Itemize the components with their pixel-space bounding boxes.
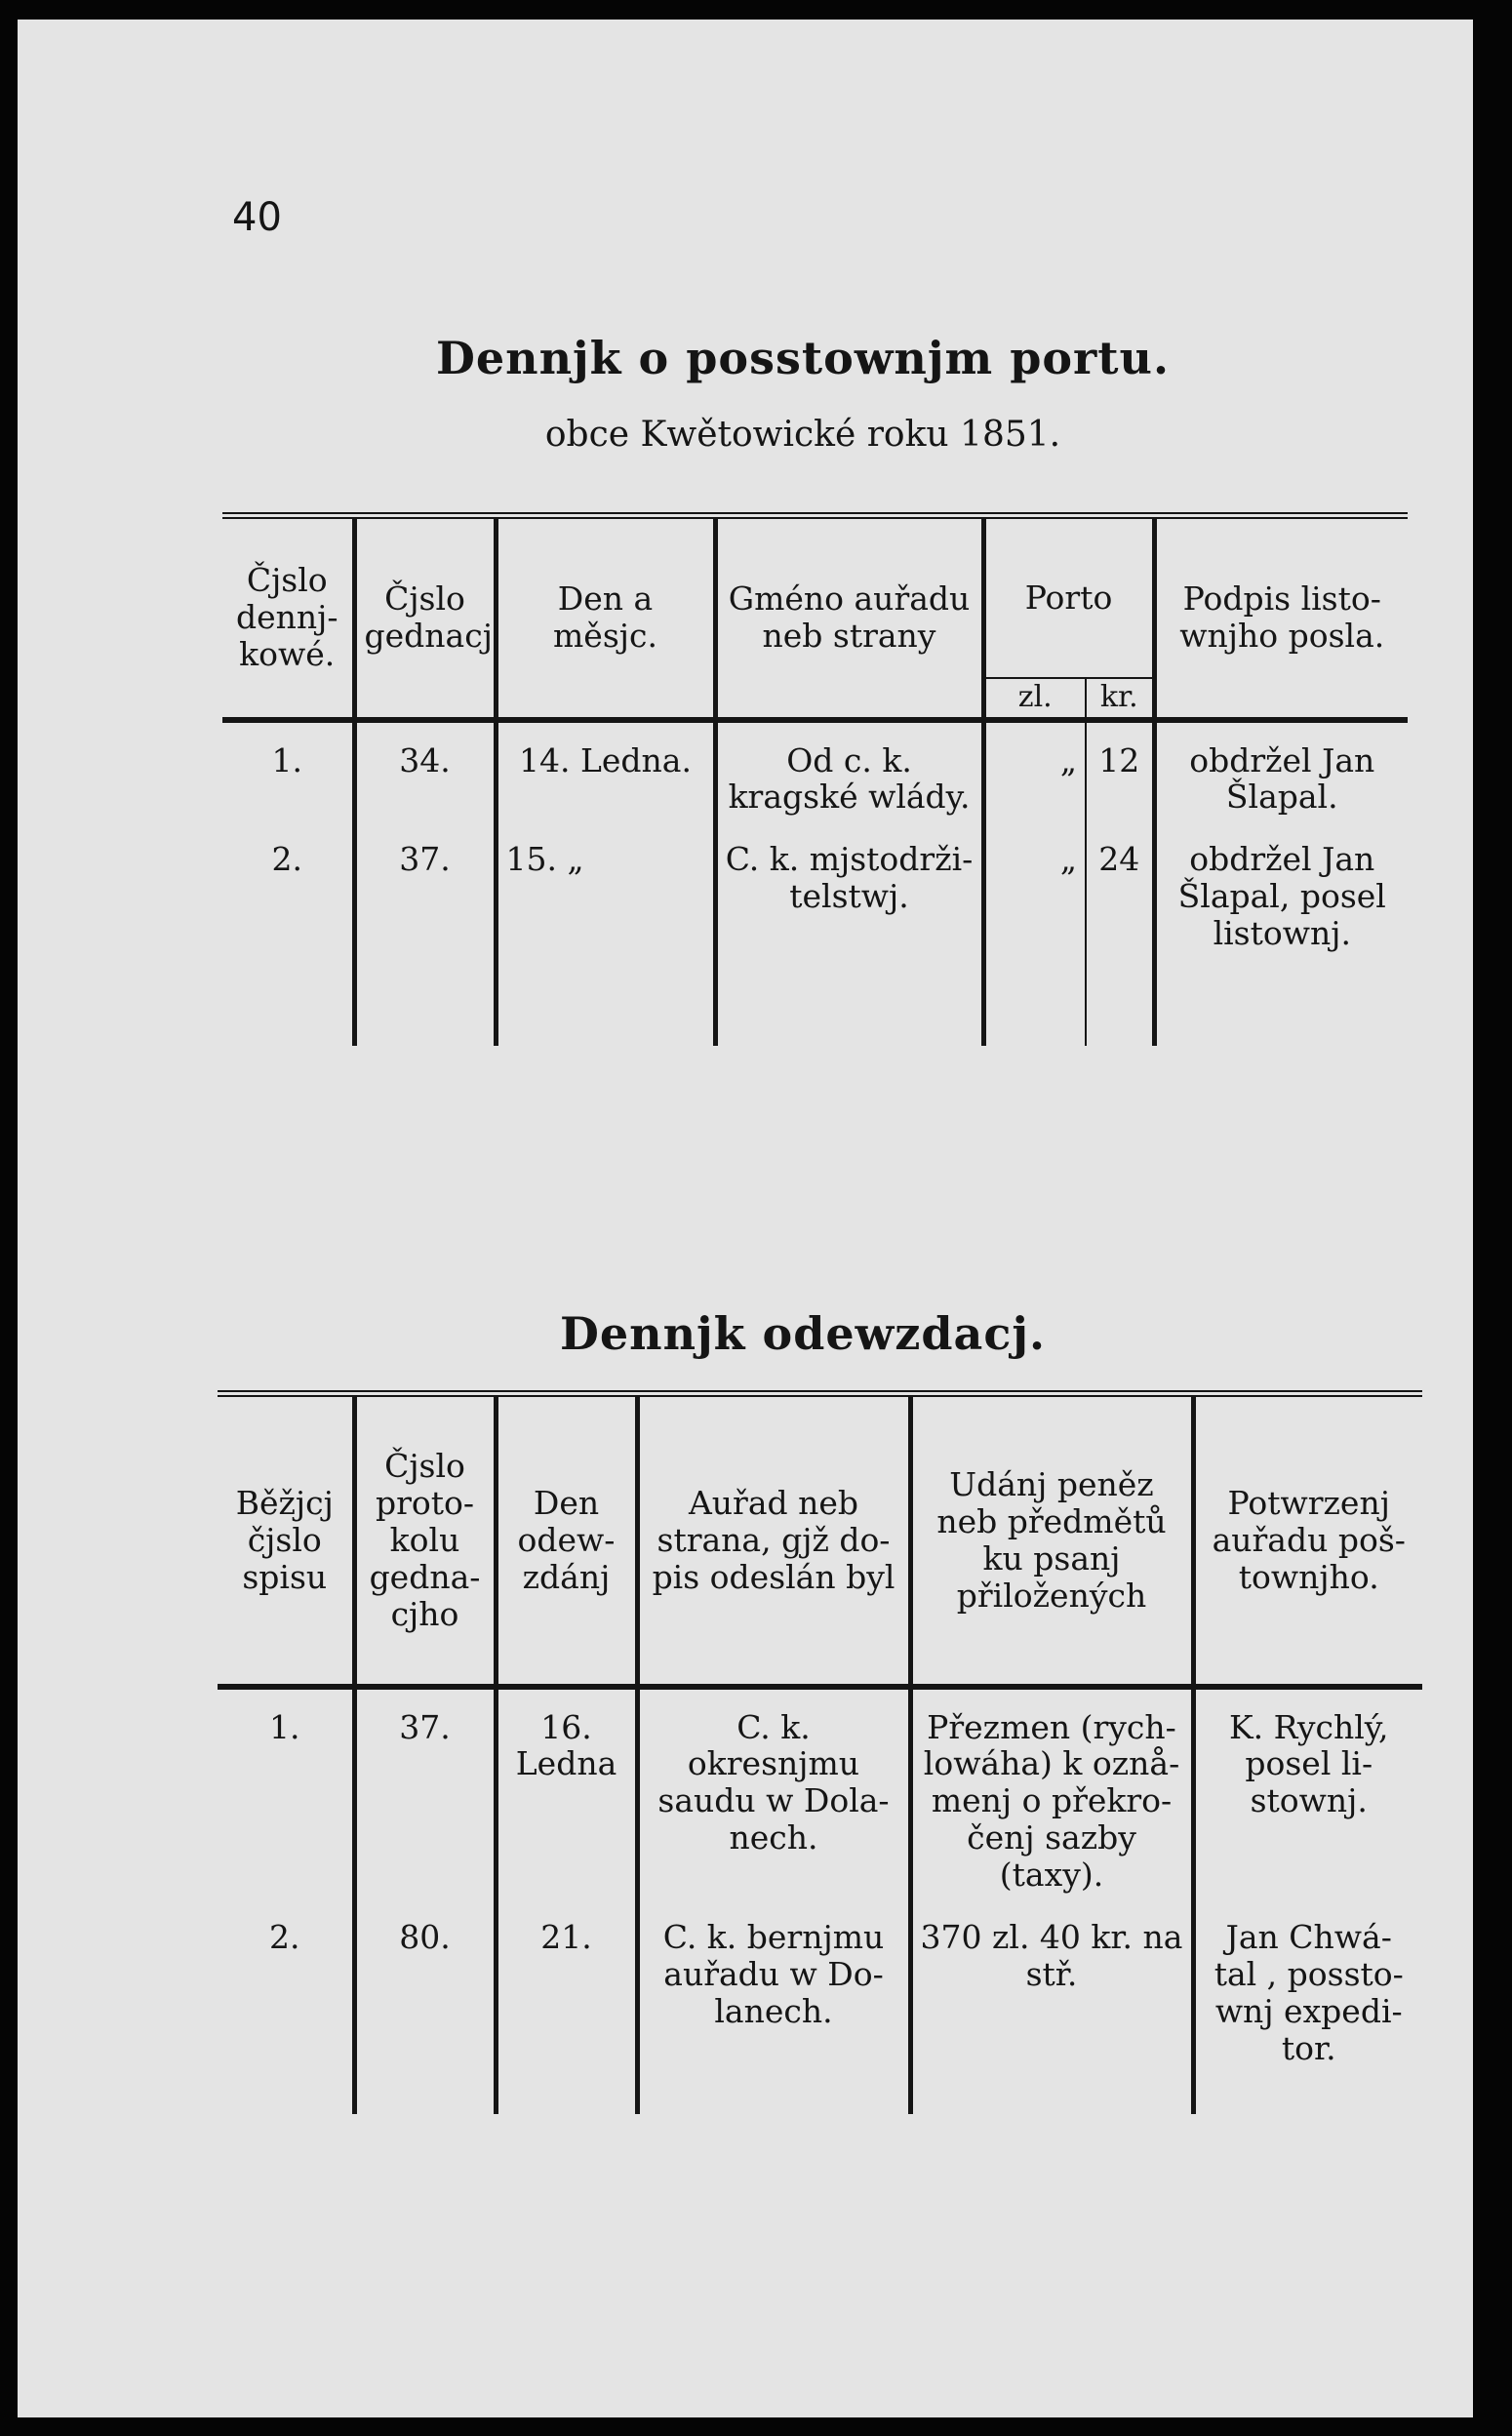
dispatch-journal-table [218, 1390, 1422, 2114]
header-journal-number: Čjslo dennj- kowé. [222, 516, 354, 720]
table-row [218, 1899, 1422, 2114]
header-messenger-signature: Podpis listo- wnjho posla. [1154, 516, 1408, 720]
cell-number: 1. [222, 720, 354, 822]
cell-signature: obdržel Jan Šlapal. [1189, 740, 1375, 817]
header-porto: Porto [983, 516, 1154, 679]
header-money-items: Udánj peněz neb předmětů ku psanj přiložených [910, 1394, 1193, 1687]
header-file-number: Čjslo gednacj [354, 516, 496, 720]
cell-protocol-number: 80. [354, 1899, 496, 2114]
table-header-row [222, 516, 1408, 679]
cell-office: C. k. mjstodrži- telstwj. [715, 821, 983, 1046]
cell-zl: „ [983, 821, 1086, 1046]
cell-recipient: C. k. bernjmu auřadu w Do- lanech. [637, 1899, 910, 2114]
table-header-row [218, 1394, 1422, 1687]
journal1-subtitle: obce Kwětowické roku 1851. [544, 415, 1061, 455]
cell-date: 21. [496, 1899, 637, 2114]
page-number: 40 [232, 195, 282, 240]
cell-number: 2. [222, 821, 354, 1046]
journal1-title: Dennjk o posstownjm portu. [435, 332, 1170, 384]
postage-journal-table [222, 512, 1408, 1046]
header-delivery-day: Den odew- zdánj [496, 1394, 637, 1687]
cell-number: 2. [218, 1899, 354, 2114]
cell-date: 16. Ledna [496, 1687, 637, 1900]
table-row [218, 1687, 1422, 1900]
cell-file-number: 34. [354, 720, 496, 822]
page [18, 20, 1473, 2417]
cell-items: Přezmen (rych- lowáha) k oznå- menj o překro- čenj sazby (taxy). [910, 1687, 1193, 1900]
cell-items: 370 zl. 40 kr. na stř. [910, 1899, 1193, 2114]
cell-recipient: C. k. okresnjmu saudu w Dola- nech. [637, 1687, 910, 1900]
header-day-month: Den a měsjc. [496, 516, 715, 720]
header-office-party: Gméno auřadu neb strany [715, 516, 983, 720]
cell-office: Od c. k. kragské wlády. [715, 720, 983, 822]
cell-file-number: 37. [354, 821, 496, 1046]
table-row [222, 821, 1408, 1046]
cell-zl: „ [983, 720, 1086, 822]
header-porto-zl: zl. [983, 678, 1086, 720]
header-recipient: Auřad neb strana, gjž do- pis odeslán byl [637, 1394, 910, 1687]
table-row [222, 720, 1408, 822]
cell-date: 14. Ledna. [496, 720, 715, 822]
cell-confirmation: Jan Chwá- tal , possto- wnj expedi- tor. [1214, 1918, 1404, 2067]
header-running-number: Běžjcj čjslo spisu [218, 1394, 354, 1687]
cell-protocol-number: 37. [354, 1687, 496, 1900]
cell-number: 1. [218, 1687, 354, 1900]
cell-signature: obdržel Jan Šlapal, posel listownj. [1177, 840, 1386, 953]
cell-date: 15. „ [496, 821, 715, 1046]
cell-confirmation: K. Rychlý, posel li- stownj. [1228, 1707, 1389, 1820]
cell-kr: 24 [1086, 821, 1154, 1046]
header-post-office-confirmation: Potwrzenj auřadu poš- townjho. [1193, 1394, 1422, 1687]
cell-kr: 12 [1086, 720, 1154, 822]
header-porto-kr: kr. [1086, 678, 1154, 720]
header-protocol-number: Čjslo proto- kolu gedna- cjho [354, 1394, 496, 1687]
journal2-title: Dennjk odewzdacj. [559, 1307, 1047, 1360]
